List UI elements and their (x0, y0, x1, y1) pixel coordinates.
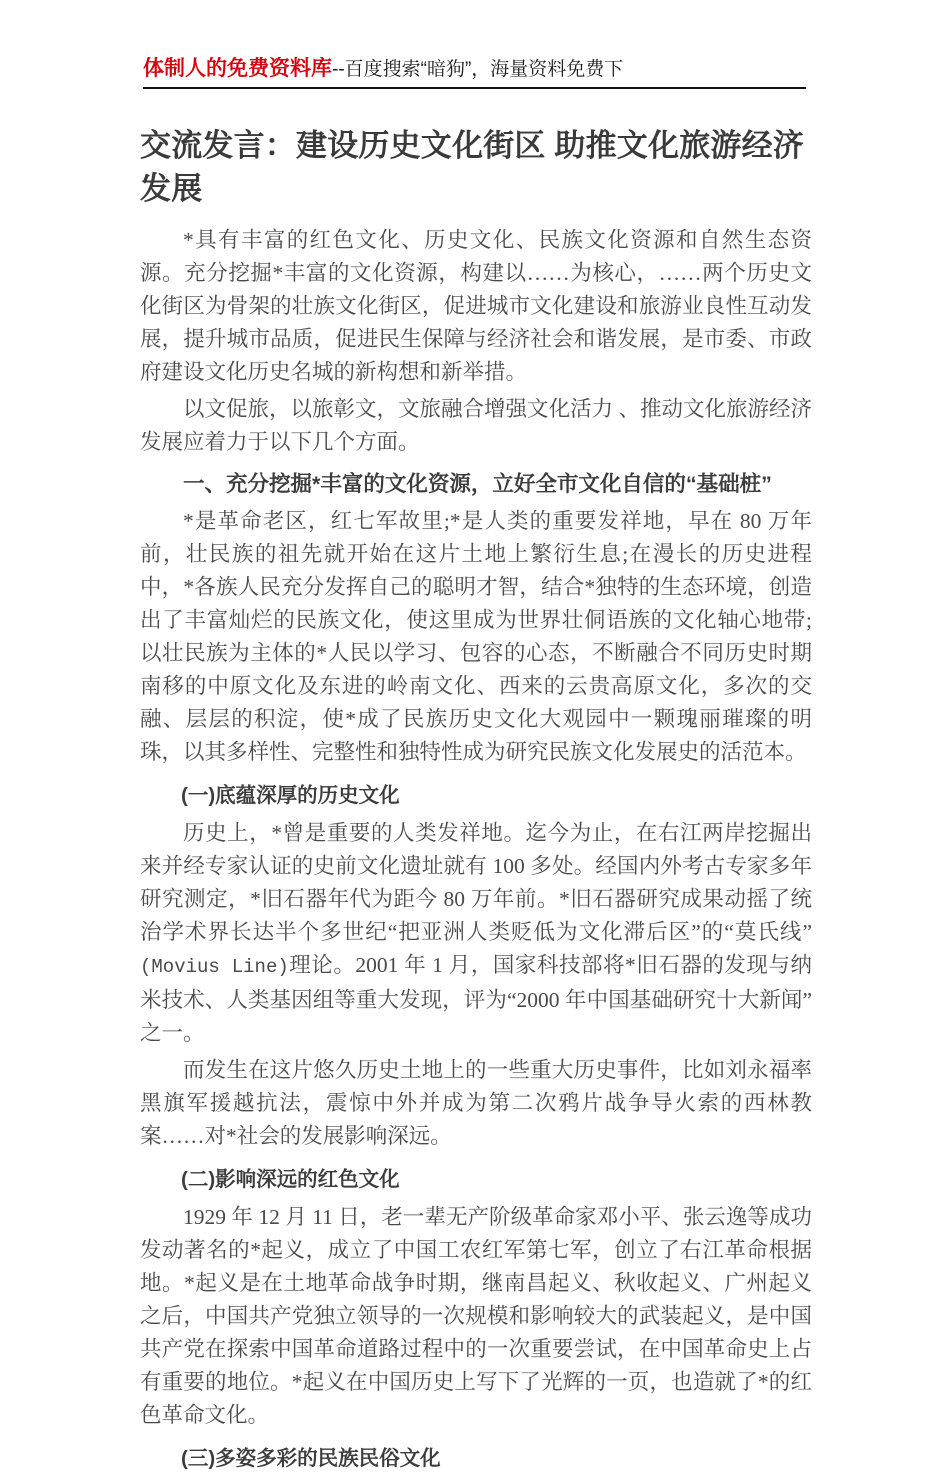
header-tagline-text: --百度搜索“暗狗”，海量资料免费下 (332, 59, 624, 80)
subsection-one-paragraph-2: 而发生在这片悠久历史土地上的一些重大历史事件，比如刘永福率黑旗军援越抗法，震惊中外并成为第二次鸦片战争导火索的西林教案……对*社会的发展影响深远。 (140, 1058, 812, 1148)
subheading-three-folk-culture: (三)多姿多彩的民族民俗文化 (181, 1447, 441, 1470)
document-body (140, 124, 812, 1480)
subheading-one-history-culture: (一)底蕴深厚的历史文化 (181, 784, 400, 807)
subsection-one-paragraph-1 (140, 817, 812, 1050)
header-brand-text: 体制人的免费资料库 (143, 57, 332, 80)
page-header-line (143, 57, 806, 81)
intro-paragraph-2: 以文促旅，以旅彰文，文旅融合增强文化活力 、推动文化旅游经济发展应着力于以下几个方面。 (140, 397, 812, 454)
document-blocks (140, 224, 812, 1476)
text-run: 理论。2001 年 1 月，国家科技部将*旧石器的发现与纳米技术、人类基因组等重大发现，评为“2000 年中国基础研究十大新闻”之一。 (140, 953, 812, 1045)
subheading-two-red-culture: (二)影响深远的红色文化 (181, 1168, 400, 1191)
intro-paragraph-1: *具有丰富的红色文化、历史文化、民族文化资源和自然生态资源。充分挖掘*丰富的文化资源，构建以……为核心，……两个历史文化街区为骨架的壮族文化街区，促进城市文化建设和旅游业良性互动发展，提升城市品质，促进民生保障与经济社会和谐发展，是市委、市政府建设文化历史名城的新构想和新举措。 (140, 228, 812, 384)
section-one-paragraph-1: *是革命老区，红七军故里;*是人类的重要发祥地，早在 80 万年前，壮民族的祖先就开始在这片土地上繁衍生息;在漫长的历史进程中，*各族人民充分发挥自己的聪明才智，结合*独特的生态环境，创造出了丰富灿烂的民族文化，使这里成为世界壮侗语族的文化轴心地带;以壮民族为主体的*人民以学习、包容的心态，不断融合不同历史时期南移的中原文化及东进的岭南文化、西来的云贵高原文化，多次的交融、层层的积淀，使*成了民族历史文化大观园中一颗瑰丽璀璨的明珠，以其多样性、完整性和独特性成为研究民族文化发展史的活范本。 (140, 509, 812, 764)
page-title: 交流发言：建设历史文化街区 助推文化旅游经济发展 (140, 128, 805, 206)
text-run: 历史上，*曾是重要的人类发祥地。迄今为止，在右江两岸挖掘出来并经专家认证的史前文化遗址就有 100 多处。经国内外考古专家多年研究测定，*旧石器年代为距今 80 万年前。*旧石器研究成果动摇了统治学术界长达半个多世纪“把亚洲人类贬低为文化滞后区”的“莫氏线” (140, 821, 812, 944)
text-run: (Movius Line) (140, 956, 289, 978)
page-header (143, 57, 806, 89)
section-heading-one: 一、充分挖掘*丰富的文化资源，立好全市文化自信的“基础桩” (183, 472, 772, 496)
subsection-two-paragraph-1: 1929 年 12 月 11 日，老一辈无产阶级革命家邓小平、张云逸等成功发动著名的*起义，成立了中国工农红军第七军，创立了右江革命根据地。*起义是在土地革命战争时期，继南昌起义、秋收起义、广州起义之后，中国共产党独立领导的一次规模和影响较大的武装起义，是中国共产党在探索中国革命道路过程中的一次重要尝试，在中国革命史上占有重要的地位。*起义在中国历史上写下了光辉的一页，也造就了*的红色革命文化。 (140, 1205, 812, 1427)
